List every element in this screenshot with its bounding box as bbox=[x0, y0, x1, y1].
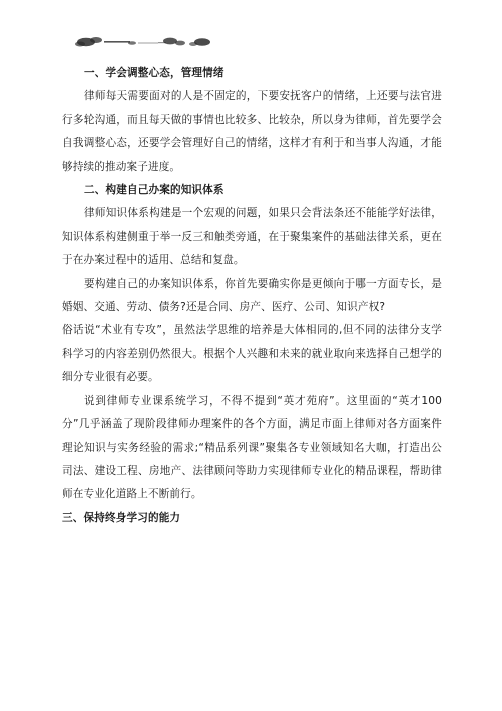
decorative-divider-icon bbox=[74, 32, 214, 52]
article-body bbox=[62, 62, 442, 530]
paragraph: 俗话说“术业有专攻”，虽然法学思维的培养是大体相同的,但不同的法律分支学科学习的内容差别仍然很大。根据个人兴趣和未来的就业取向来选择自己想学的细分专业很有必要。 bbox=[62, 324, 442, 384]
section-heading-2: 二、构建自己办案的知识体系 bbox=[84, 184, 224, 197]
paragraph: 律师每天需要面对的人是不固定的，下要安抚客户的情绪，上还要与法官进行多轮沟通，而且每天做的事情也比较多、比较杂，所以身为律师，首先要学会自我调整心态，还要学会管理好自己的情绪，这样才有利于和当事人沟通，才能够持续的推动案子进度。 bbox=[62, 90, 442, 173]
paragraph: 律师知识体系构建是一个宏观的问题，如果只会背法条还不能能学好法律，知识体系构建侧重于举一反三和触类旁通，在于聚集案件的基础法律关系，更在于在办案过程中的适用、总结和复盘。 bbox=[62, 207, 442, 267]
section-heading-1: 一、学会调整心态，管理情绪 bbox=[84, 67, 224, 79]
paragraph: 说到律师专业课系统学习，不得不提到“英才苑府”。这里面的“英才100分”几乎涵盖了现阶段律师办理案件的各个方面，满足市面上律师对各方面案件理论知识与实务经验的需求;“精品系列课”聚集各专业领域知名大咖，打造出公司法、建设工程、房地产、法律顾问等助力实现律师专业化的精品课程，帮助律师在专业化道路上不断前行。 bbox=[62, 394, 442, 501]
paragraph: 要构建自己的办案知识体系，你首先要确实你是更倾向于哪一方面专长，是婚姻、交通、劳动、债务?还是合同、房产、医疗、公司、知识产权? bbox=[62, 277, 442, 314]
section-heading-3: 三、保持终身学习的能力 bbox=[62, 511, 181, 524]
